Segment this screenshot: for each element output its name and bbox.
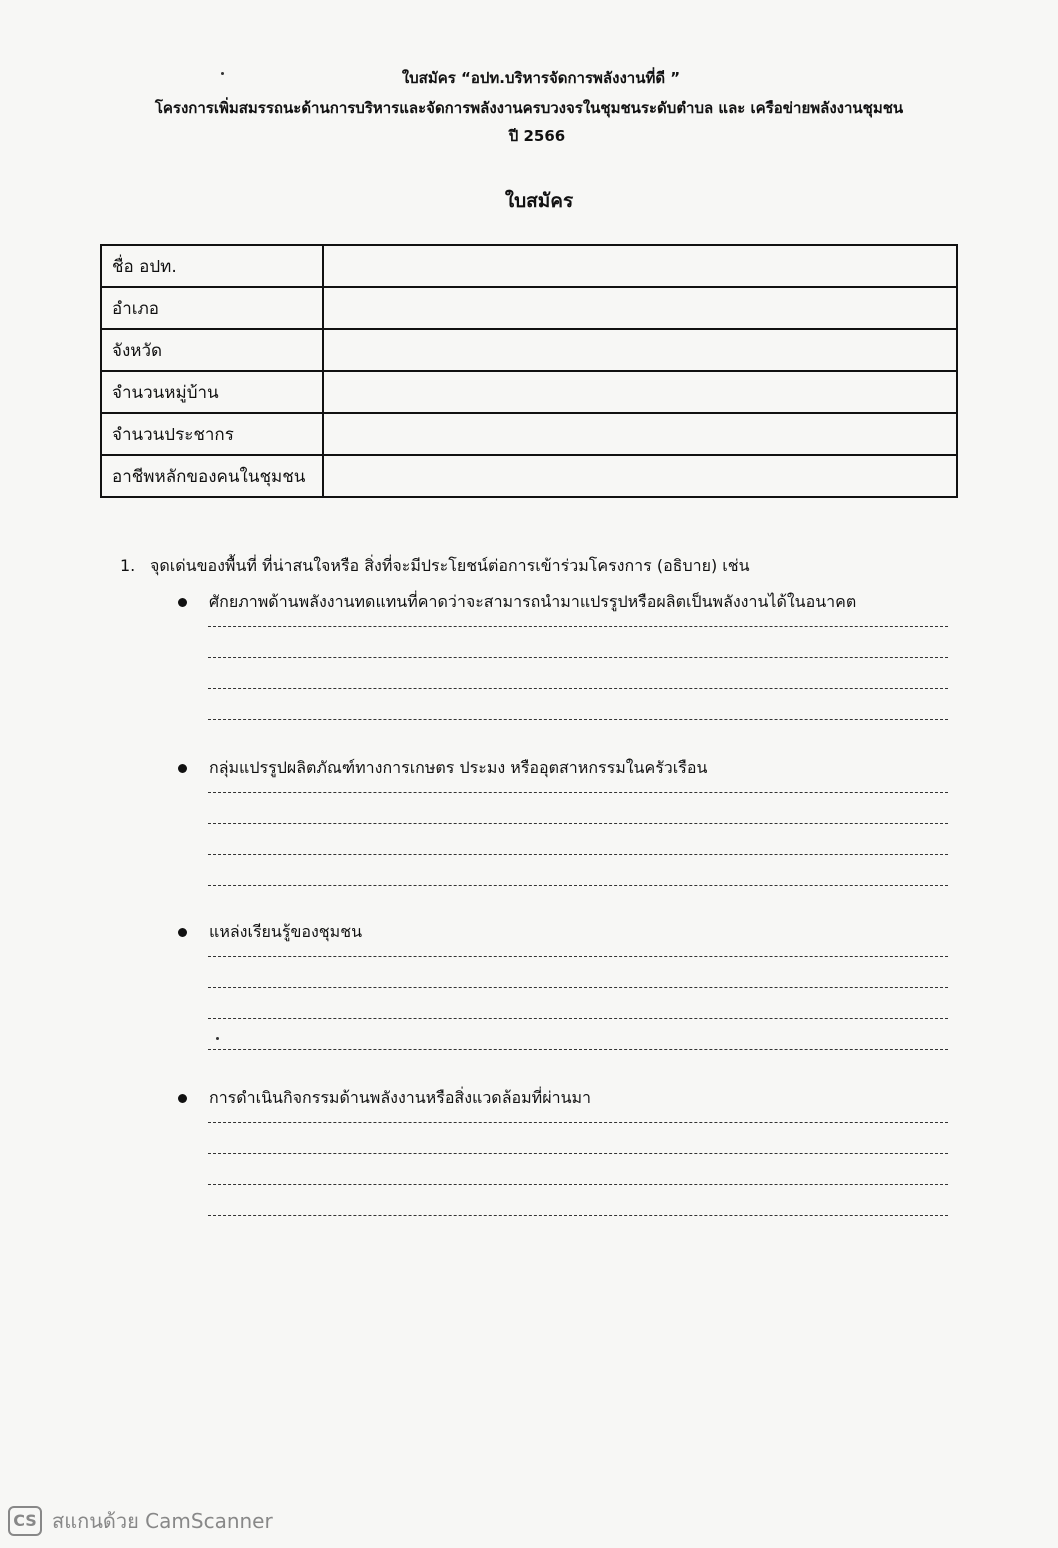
- answer-line[interactable]: [208, 1184, 948, 1185]
- bullet-text: การดำเนินกิจกรรมด้านพลังงานหรือสิ่งแวดล้อมที่ผ่านมา: [209, 1087, 592, 1107]
- answer-line[interactable]: [208, 1215, 948, 1216]
- table-row: [101, 455, 957, 497]
- main-occupation-field[interactable]: [323, 455, 957, 497]
- population-field[interactable]: [323, 413, 957, 455]
- project-title: โครงการเพิ่มสมรรถนะด้านการบริหารและจัดการพลังงานครบวงจรในชุมชนระดับตำบล และ เครือข่ายพลังงานชุมชน: [154, 99, 904, 117]
- answer-line[interactable]: [208, 792, 948, 793]
- bullet-section-learning-centers: [172, 918, 952, 1050]
- answer-line[interactable]: [208, 626, 948, 627]
- label-cell: จังหวัด: [101, 329, 323, 371]
- label-cell: จำนวนหมู่บ้าน: [101, 371, 323, 413]
- stray-mark: [216, 1037, 219, 1040]
- question-1: [120, 554, 750, 579]
- year-label: ปี 2566: [508, 127, 566, 145]
- answer-line[interactable]: [208, 885, 948, 886]
- question-text: จุดเด่นของพื้นที่ ที่น่าสนใจหรือ สิ่งที่จะมีประโยชน์ต่อการเข้าร่วมโครงการ (อธิบาย) เช่น: [150, 556, 750, 575]
- stray-mark: [221, 72, 224, 75]
- question-number: 1.: [120, 556, 136, 575]
- answer-line[interactable]: [208, 657, 948, 658]
- bullet-icon: [178, 598, 187, 607]
- table-row: [101, 371, 957, 413]
- camscanner-logo-icon: CS: [8, 1506, 42, 1536]
- answer-line[interactable]: [208, 956, 948, 957]
- table-row: [101, 245, 957, 287]
- bullet-text: แหล่งเรียนรู้ของชุมชน: [209, 921, 363, 941]
- bullet-icon: [178, 1094, 187, 1103]
- province-field[interactable]: [323, 329, 957, 371]
- bullet-icon: [178, 928, 187, 937]
- bullet-section-energy-potential: [172, 588, 952, 720]
- answer-line[interactable]: [208, 688, 948, 689]
- answer-line[interactable]: [208, 1049, 948, 1050]
- answer-line[interactable]: [208, 1122, 948, 1123]
- answer-line[interactable]: [208, 854, 948, 855]
- bullet-text: กลุ่มแปรรูปผลิตภัณฑ์ทางการเกษตร ประมง หรืออุตสาหกรรมในครัวเรือน: [209, 757, 708, 777]
- applicant-info-table: [100, 244, 958, 498]
- answer-line[interactable]: [208, 1153, 948, 1154]
- answer-line[interactable]: [208, 987, 948, 988]
- label-cell: ชื่อ อปท.: [101, 245, 323, 287]
- bullet-icon: [178, 764, 187, 773]
- label-cell: อาชีพหลักของคนในชุมชน: [101, 455, 323, 497]
- bullet-section-processing-groups: [172, 754, 952, 886]
- label-cell: อำเภอ: [101, 287, 323, 329]
- table-row: [101, 287, 957, 329]
- district-field[interactable]: [323, 287, 957, 329]
- table-row: [101, 413, 957, 455]
- org-name-field[interactable]: [323, 245, 957, 287]
- label-cell: จำนวนประชากร: [101, 413, 323, 455]
- answer-line[interactable]: [208, 823, 948, 824]
- form-header-title: ใบสมัคร “อปท.บริหารจัดการพลังงานที่ดี ”: [401, 69, 681, 87]
- answer-line[interactable]: [208, 1018, 948, 1019]
- answer-line[interactable]: [208, 719, 948, 720]
- watermark-text: สแกนด้วย CamScanner: [52, 1509, 273, 1533]
- bullet-text: ศักยภาพด้านพลังงานทดแทนที่คาดว่าจะสามารถนำมาแปรรูปหรือผลิตเป็นพลังงานได้ในอนาคต: [209, 591, 857, 611]
- table-row: [101, 329, 957, 371]
- bullet-section-past-activities: [172, 1084, 952, 1216]
- form-title: ใบสมัคร: [504, 190, 574, 212]
- scanner-watermark: [8, 1505, 273, 1537]
- villages-count-field[interactable]: [323, 371, 957, 413]
